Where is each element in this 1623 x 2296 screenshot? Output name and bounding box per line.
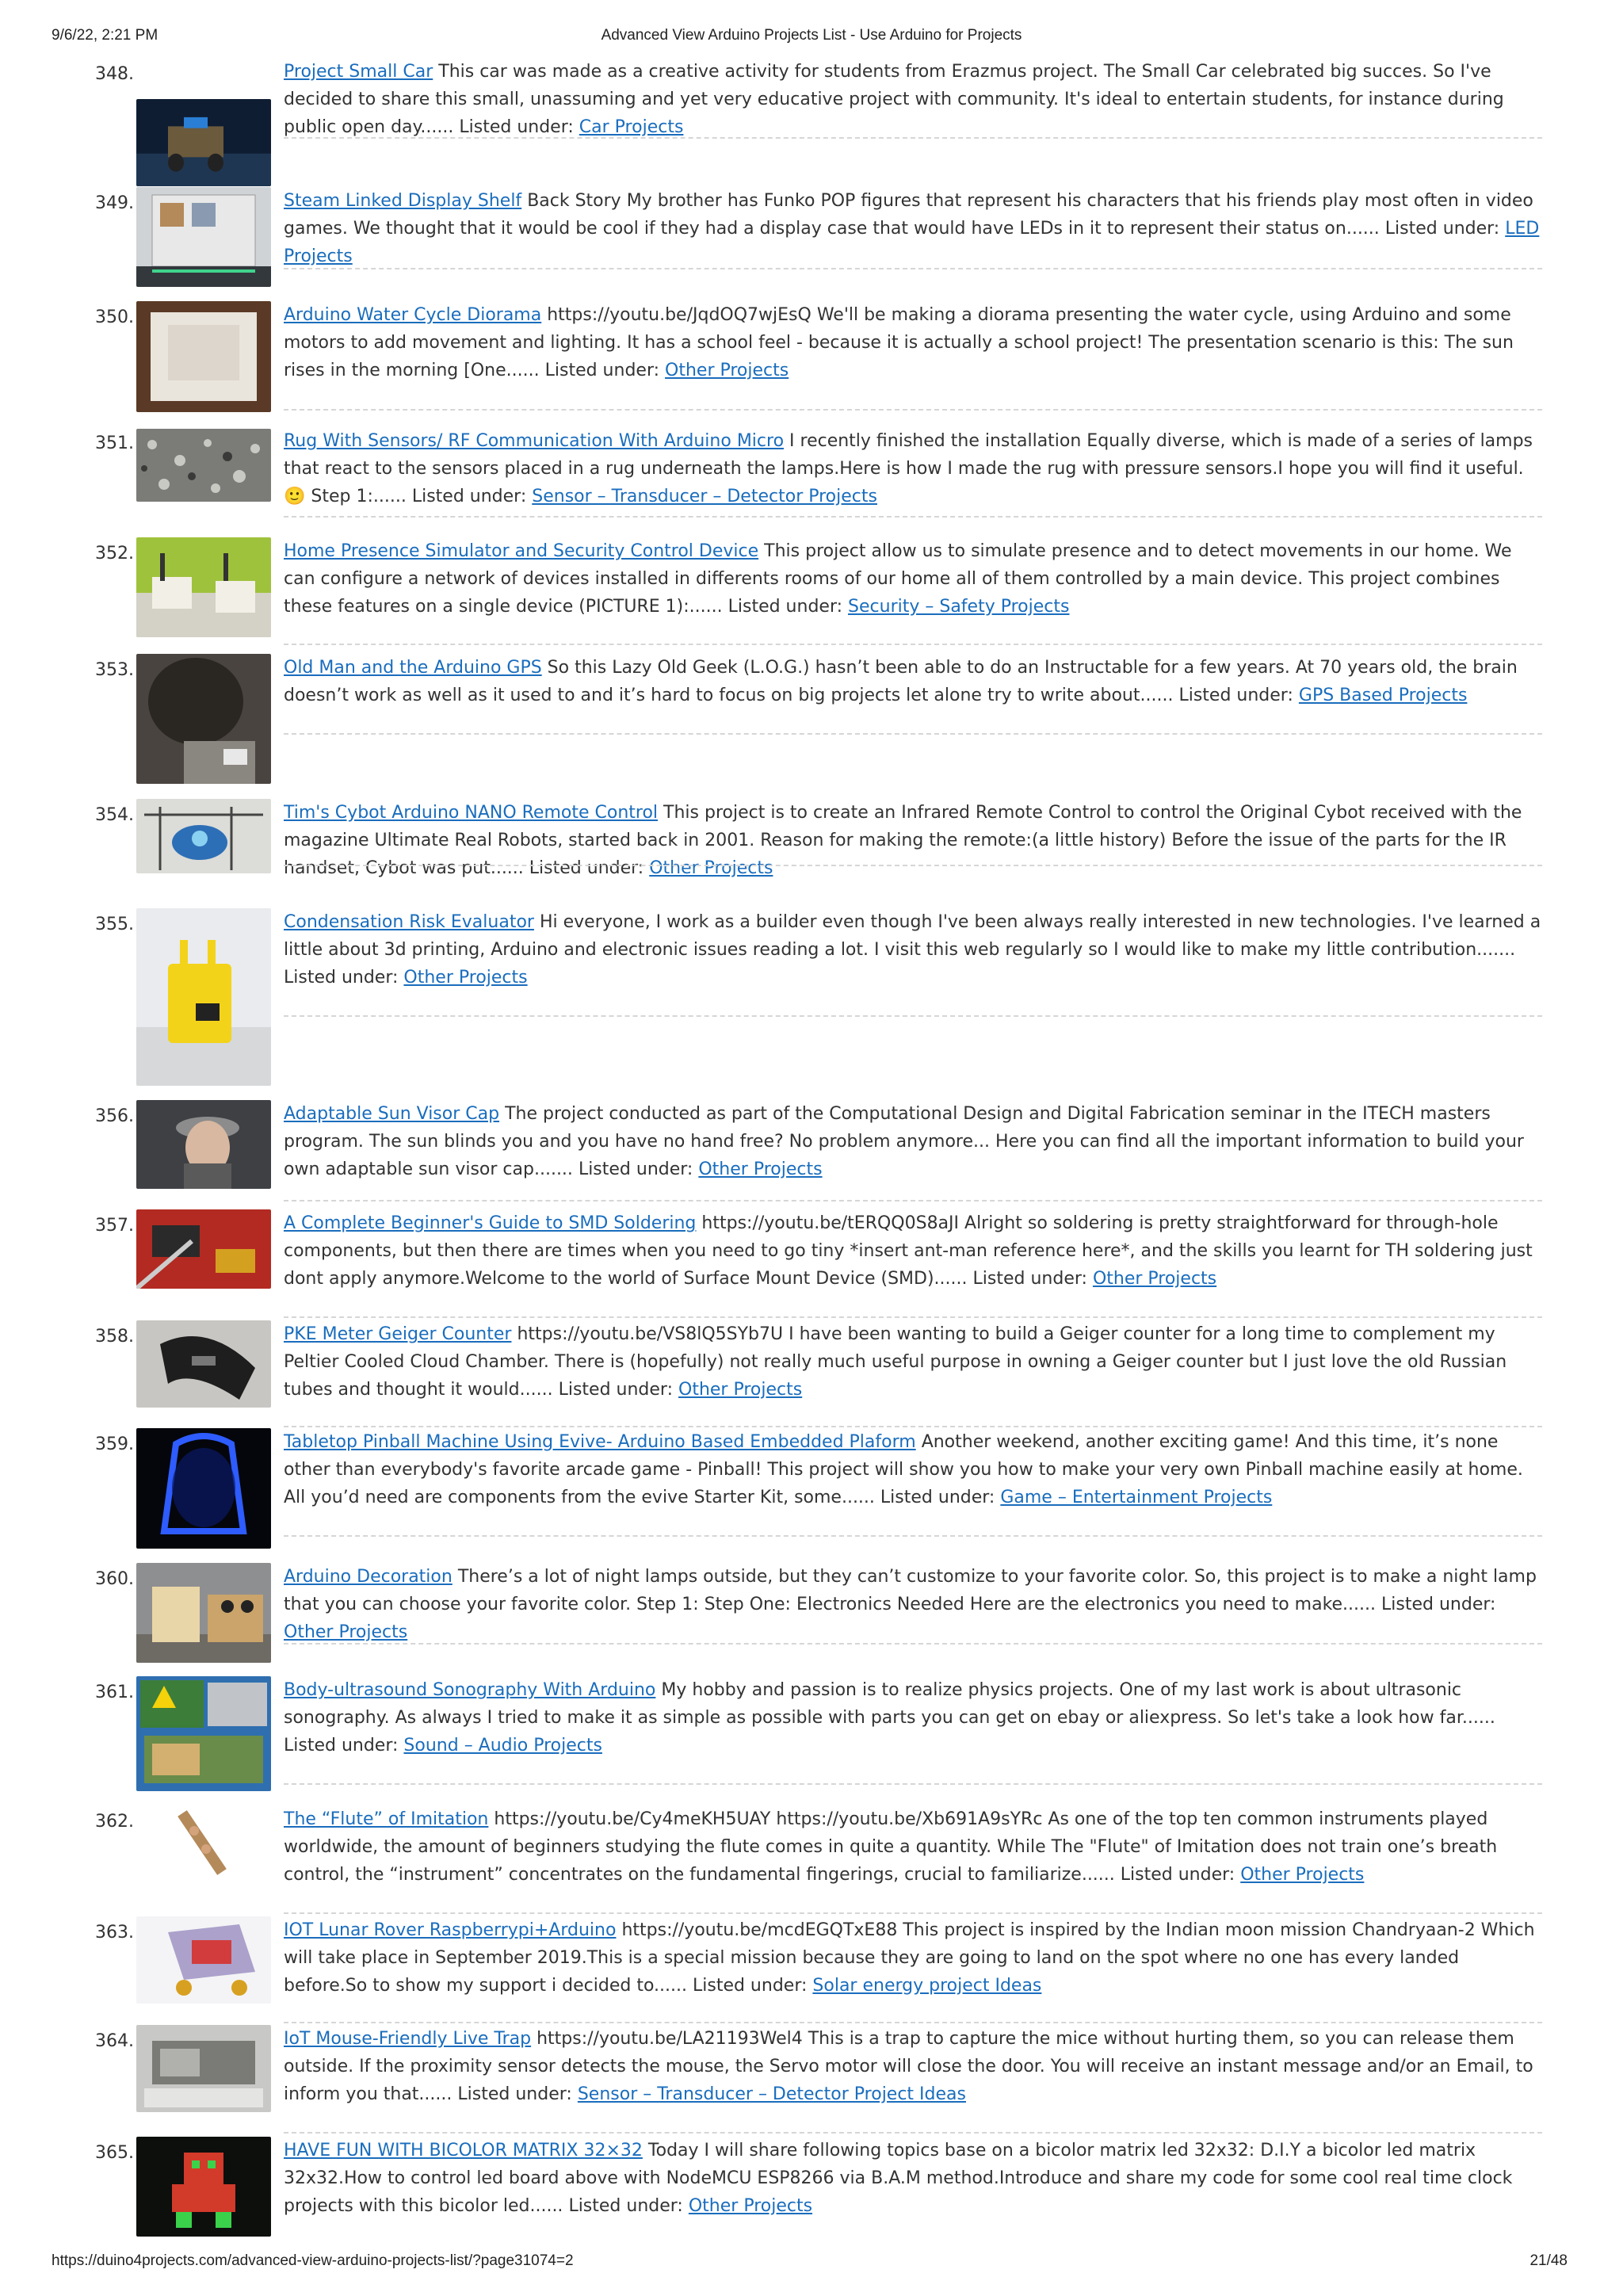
item-number: 361. xyxy=(95,1683,134,1702)
project-thumbnail[interactable] xyxy=(136,2137,271,2237)
project-thumbnail[interactable] xyxy=(136,908,271,1086)
project-thumbnail[interactable] xyxy=(136,1320,271,1408)
item-description: Home Presence Simulator and Security Control Device This project allow us to simulate presence and to detect movements in our home. We can configure a network of devices installed in differents rooms of our home all of them controlled by a main device. This project combines these features on a single device (PICTURE 1):...... Listed under: Security – Safety Projects xyxy=(284,541,1512,617)
project-thumbnail[interactable] xyxy=(136,2025,271,2112)
category-link[interactable]: Other Projects xyxy=(698,1159,823,1179)
project-link[interactable]: IoT Mouse-Friendly Live Trap xyxy=(284,2029,532,2049)
item-description: HAVE FUN WITH BICOLOR MATRIX 32×32 Today I will share following topics base on a bicolor matrix led 32x32: D.I.Y a bicolor led matrix 32x32.How to control led board above with NodeMCU ESP8266 via B.A.M method.Introduce and share my code for some cool real time clock projects with this bicolor led...... Listed under: Other Projects xyxy=(284,2141,1513,2216)
project-thumbnail[interactable] xyxy=(136,654,271,784)
divider xyxy=(284,1015,1542,1017)
project-thumbnail[interactable] xyxy=(174,1805,230,1880)
item-description: Adaptable Sun Visor Cap The project conducted as part of the Computational Design and Digital Fabrication seminar in the ITECH masters program. The sun blinds you and you have no hand free? No problem anymore... Here you can find all the important information to build your own adaptable sun visor cap....... Listed under: Other Projects xyxy=(284,1104,1524,1179)
divider xyxy=(284,268,1542,269)
category-link[interactable]: Car Projects xyxy=(579,117,684,137)
project-link[interactable]: IOT Lunar Rover Raspberrypi+Arduino xyxy=(284,1920,617,1940)
category-link[interactable]: Other Projects xyxy=(1092,1269,1217,1289)
category-link[interactable]: Other Projects xyxy=(688,2196,813,2216)
item-number: 354. xyxy=(95,805,134,825)
item-description: Arduino Decoration There’s a lot of night lamps outside, but they can’t customize to your favorite color. So, this project is to make a night lamp that you can choose your favorite color. Step 1: Step One: Electronics Needed Here are the electronics you need to make...... Listed under: Other Projects xyxy=(284,1567,1537,1642)
item-description: PKE Meter Geiger Counter https://youtu.be/VS8lQ5SYb7U I have been wanting to build a Geiger counter for a long time to complement my Peltier Cooled Cloud Chamber. There is (hopefully) not really much useful purpose in owning a Geiger counter but I just love the old Russian tubes and thought it would...... Listed under: Other Projects xyxy=(284,1324,1507,1400)
category-link[interactable]: Other Projects xyxy=(649,858,773,878)
project-link[interactable]: A Complete Beginner's Guide to SMD Soldering xyxy=(284,1213,697,1233)
item-number: 353. xyxy=(95,660,134,680)
page-url: https://duino4projects.com/advanced-view-arduino-projects-list/?page31074=2 xyxy=(52,2252,574,2269)
item-number: 359. xyxy=(95,1435,134,1454)
divider xyxy=(284,1426,1542,1427)
divider xyxy=(284,865,1542,866)
project-link[interactable]: Arduino Decoration xyxy=(284,1567,453,1587)
item-description: A Complete Beginner's Guide to SMD Soldering https://youtu.be/tERQQ0S8aJI Alright so soldering is pretty straightforward for through-hole components, but then there are times when you need to go tiny *insert ant-man reference here*, and the skills you learnt for TH soldering just dont apply anymore.Welcome to the world of Surface Mount Device (SMD)...... Listed under: Other Projects xyxy=(284,1213,1533,1289)
item-number: 360. xyxy=(95,1569,134,1589)
project-link[interactable]: Home Presence Simulator and Security Control Device xyxy=(284,541,759,561)
project-thumbnail[interactable] xyxy=(136,1100,271,1189)
item-description: Rug With Sensors/ RF Communication With Arduino Micro I recently finished the installation Equally diverse, which is made of a series of lamps that react to the sensors placed in a rug underneath the lamps.Here is how I made the rug with pressure sensors.I hope you will find it useful. 🙂 Step 1:...... Listed under: Sensor – Transducer – Detector Projects xyxy=(284,431,1533,506)
category-link[interactable]: Other Projects xyxy=(284,1622,408,1642)
divider xyxy=(284,1912,1542,1914)
item-description: Condensation Risk Evaluator Hi everyone, I work as a builder even though I've been always really interested in new technologies. I've learned a little about 3d printing, Arduino and electronic issues reading a lot. I visit this web regularly so I would like to make my little contribution....... Listed under: Other Projects xyxy=(284,912,1541,988)
category-link[interactable]: Sensor – Transducer – Detector Project Ideas xyxy=(577,2084,966,2104)
project-thumbnail[interactable] xyxy=(136,429,271,502)
item-description: The “Flute” of Imitation https://youtu.be/Cy4meKH5UAY https://youtu.be/Xb691A9sYRc As one of the top ten common instruments played worldwide, the amount of beginners studying the flute comes in quite a quantity. While The "Flute" of Imitation does not train one’s breath control, the “instrument” concentrates on the fundamental fingerings, crucial to familiarize...... Listed under: Other Projects xyxy=(284,1809,1498,1885)
project-link[interactable]: Tim's Cybot Arduino NANO Remote Control xyxy=(284,803,659,823)
item-description: Old Man and the Arduino GPS So this Lazy Old Geek (L.O.G.) hasn’t been able to do an Instructable for a few years. At 70 years old, the brain doesn’t work as well as it used to and it’s hard to focus on big projects let alone try to write about...... Listed under: GPS Based Projects xyxy=(284,658,1518,705)
item-number: 363. xyxy=(95,1923,134,1943)
print-datetime: 9/6/22, 2:21 PM xyxy=(52,27,158,44)
divider xyxy=(284,1783,1542,1785)
project-link[interactable]: Old Man and the Arduino GPS xyxy=(284,658,542,678)
category-link[interactable]: LED Projects xyxy=(284,219,1540,266)
project-thumbnail[interactable] xyxy=(136,799,271,873)
divider xyxy=(284,2022,1542,2023)
item-number: 358. xyxy=(95,1327,134,1347)
project-link[interactable]: Condensation Risk Evaluator xyxy=(284,912,534,932)
divider xyxy=(284,409,1542,411)
category-link[interactable]: Solar energy project Ideas xyxy=(812,1976,1042,1996)
divider xyxy=(284,137,1542,139)
category-link[interactable]: Sound – Audio Projects xyxy=(403,1736,602,1755)
project-link[interactable]: HAVE FUN WITH BICOLOR MATRIX 32×32 xyxy=(284,2141,643,2160)
category-link[interactable]: Sensor – Transducer – Detector Projects xyxy=(532,487,877,506)
item-number: 351. xyxy=(95,434,134,453)
item-description: IoT Mouse-Friendly Live Trap https://youtu.be/LA21193Wel4 This is a trap to capture the mice without hurting them, so you can release them outside. If the proximity sensor detects the mouse, the Servo motor will close the door. You will receive an instant message and/or an Email, to inform you that...... Listed under: Sensor – Transducer – Detector Project Ideas xyxy=(284,2029,1533,2104)
project-link[interactable]: Tabletop Pinball Machine Using Evive- Arduino Based Embedded Plaform xyxy=(284,1432,916,1452)
category-link[interactable]: Other Projects xyxy=(678,1380,803,1400)
divider xyxy=(284,516,1542,518)
project-link[interactable]: Adaptable Sun Visor Cap xyxy=(284,1104,500,1124)
divider xyxy=(284,1643,1542,1645)
project-link[interactable]: Rug With Sensors/ RF Communication With Arduino Micro xyxy=(284,431,785,451)
item-number: 365. xyxy=(95,2143,134,2163)
item-number: 362. xyxy=(95,1812,134,1832)
item-number: 355. xyxy=(95,915,134,934)
item-number: 352. xyxy=(95,544,134,563)
project-thumbnail[interactable] xyxy=(136,1676,271,1791)
project-thumbnail[interactable] xyxy=(136,187,271,287)
category-link[interactable]: Other Projects xyxy=(403,968,528,988)
item-number: 357. xyxy=(95,1216,134,1236)
category-link[interactable]: Other Projects xyxy=(1240,1865,1365,1885)
divider xyxy=(284,644,1542,645)
item-description: Body-ultrasound Sonography With Arduino My hobby and passion is to realize physics projects. One of my last work is about ultrasonic sonography. As always I tried to make it as simple as possible with parts you can get on ebay or aliexpress. So let's take a look how far...... Listed under: Sound – Audio Projects xyxy=(284,1680,1495,1755)
project-thumbnail[interactable] xyxy=(136,1428,271,1549)
project-link[interactable]: Arduino Water Cycle Diorama xyxy=(284,305,542,325)
item-description: Project Small Car This car was made as a creative activity for students from Erazmus project. The Small Car celebrated big succes. So I've decided to share this small, unassuming and yet very educative project with community. It's ideal to entertain students, for instance during public open day...... Listed under: Car Projects xyxy=(284,62,1504,137)
project-thumbnail[interactable] xyxy=(136,301,271,412)
divider xyxy=(284,1316,1542,1318)
page-title: Advanced View Arduino Projects List - Use Arduino for Projects xyxy=(601,27,1022,44)
item-number: 350. xyxy=(95,308,134,327)
project-thumbnail[interactable] xyxy=(136,1916,271,2004)
item-description: Arduino Water Cycle Diorama https://youtu.be/JqdOQ7wjEsQ We'll be making a diorama presenting the water cycle, using Arduino and some motors to add movement and lighting. It has a school feel - because it is actually a school project! The presentation scenario is this: The sun rises in the morning [One...... Listed under: Other Projects xyxy=(284,305,1514,380)
item-number: 349. xyxy=(95,193,134,213)
item-description: Tim's Cybot Arduino NANO Remote Control This project is to create an Infrared Remote Control to control the Original Cybot received with the magazine Ultimate Real Robots, started back in 2001. Reason for making the remote:(a little history) Before the issue of the parts for the IR handset, Cybot was put...... Listed under: Other Projects xyxy=(284,803,1522,878)
category-link[interactable]: Security – Safety Projects xyxy=(848,597,1070,617)
project-thumbnail[interactable] xyxy=(136,1563,271,1663)
item-number: 348. xyxy=(95,64,134,84)
divider xyxy=(284,2132,1542,2134)
item-description: Tabletop Pinball Machine Using Evive- Arduino Based Embedded Plaform Another weekend, another exciting game! And this time, it’s none other than everybody's favorite arcade game - Pinball! This project will show you how to make your very own Pinball machine easily at home. All you’d need are components from the evive Starter Kit, some...... Listed under: Game – Entertainment Projects xyxy=(284,1432,1523,1507)
divider xyxy=(284,733,1542,735)
item-description: IOT Lunar Rover Raspberrypi+Arduino https://youtu.be/mcdEGQTxE88 This project is inspired by the Indian moon mission Chandryaan-2 Which will take place in September 2019.This is a special mission because they are going to land on the spot where no one has every landed before.So to show my support i decided to...... Listed under: Solar energy project Ideas xyxy=(284,1920,1535,1996)
project-thumbnail[interactable] xyxy=(136,1209,271,1289)
item-number: 364. xyxy=(95,2031,134,2051)
project-link[interactable]: Body-ultrasound Sonography With Arduino xyxy=(284,1680,656,1700)
item-description: Steam Linked Display Shelf Back Story My brother has Funko POP figures that represent his characters that his friends play most often in video games. We thought that it would be cool if they had a display case that would have LEDs in it to represent their status on...... Listed under: LED Projects xyxy=(284,191,1540,266)
project-link[interactable]: PKE Meter Geiger Counter xyxy=(284,1324,512,1344)
project-link[interactable]: Steam Linked Display Shelf xyxy=(284,191,522,211)
category-link[interactable]: GPS Based Projects xyxy=(1298,686,1468,705)
item-number: 356. xyxy=(95,1106,134,1126)
category-link[interactable]: Game – Entertainment Projects xyxy=(1000,1488,1273,1507)
divider xyxy=(284,1200,1542,1201)
divider xyxy=(284,1535,1542,1537)
project-link[interactable]: The “Flute” of Imitation xyxy=(284,1809,489,1829)
project-thumbnail[interactable] xyxy=(136,99,271,186)
project-link[interactable]: Project Small Car xyxy=(284,62,433,82)
category-link[interactable]: Other Projects xyxy=(665,361,789,380)
page-number: 21/48 xyxy=(1529,2252,1568,2269)
project-thumbnail[interactable] xyxy=(136,537,271,637)
